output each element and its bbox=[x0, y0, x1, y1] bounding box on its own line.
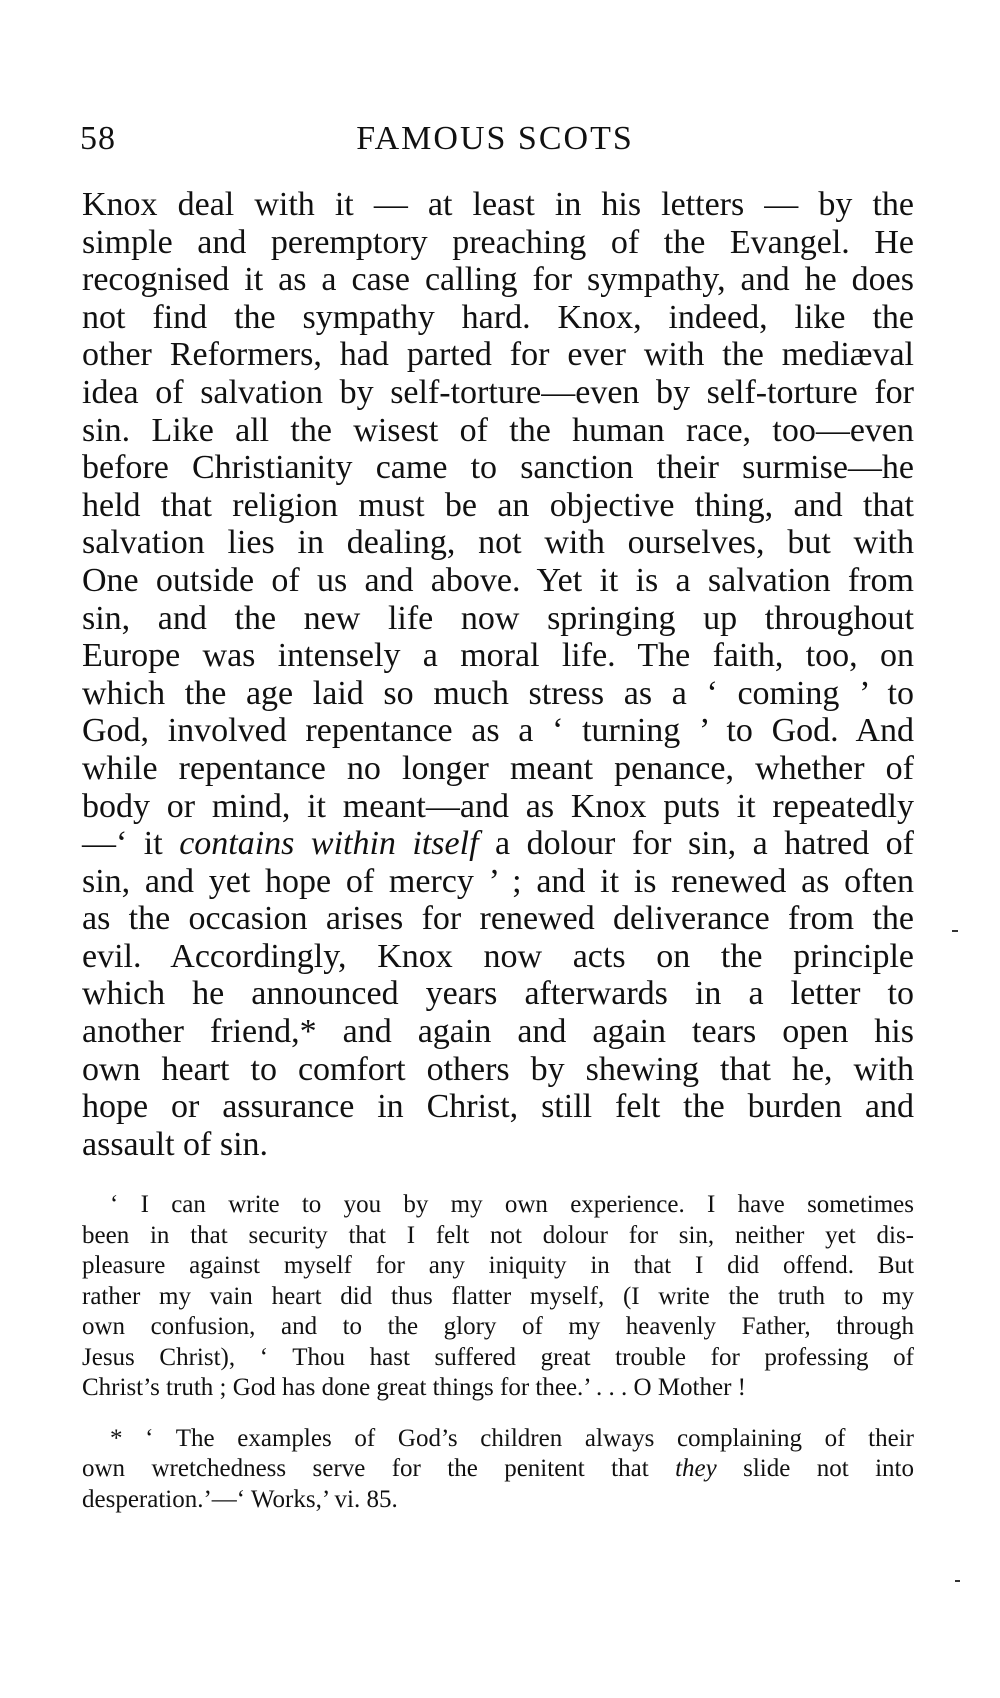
text-run: —‘ it bbox=[82, 825, 180, 863]
italic-text: they bbox=[675, 1455, 717, 1482]
text-line: One outside of us and above. Yet it is a salvation from bbox=[82, 561, 914, 599]
text-run: a dolour for sin, a hatred of bbox=[478, 825, 915, 863]
text-line: simple and peremptory preaching of the Evangel. He bbox=[82, 223, 914, 261]
running-head bbox=[80, 120, 910, 170]
text-line: which the age laid so much stress as a ‘ coming ’ to bbox=[82, 674, 914, 712]
text-line: God, involved repentance as a ‘ turning ’ to God. And bbox=[82, 712, 914, 750]
text-line: sin, and the new life now springing up throughout bbox=[82, 599, 914, 637]
note-line: ‘ I can write to you by my own experience. I have sometimes bbox=[110, 1191, 914, 1218]
text-line: another friend,* and again and again tears open his bbox=[82, 1013, 914, 1051]
text-line: other Reformers, had parted for ever with the mediæval bbox=[82, 336, 914, 374]
note-line: Jesus Christ), ‘ Thou hast suffered great trouble for professing of bbox=[82, 1343, 914, 1371]
footnote-line bbox=[82, 1454, 914, 1485]
italic-text: contains within itself bbox=[179, 825, 479, 863]
notes-block bbox=[82, 1190, 914, 1515]
text-line: idea of salvation by self-torture—even by self-torture for bbox=[82, 373, 914, 411]
text-line: which he announced years afterwards in a letter to bbox=[82, 975, 914, 1013]
text-line: held that religion must be an objective thing, and that bbox=[82, 486, 914, 524]
text-line: Europe was intensely a moral life. The faith, too, on bbox=[82, 637, 914, 675]
text-line: Knox deal with it — at least in his letters — by the bbox=[82, 186, 914, 223]
note-line: been in that security that I felt not dolour for sin, neither yet dis- bbox=[82, 1221, 914, 1249]
text-line: sin. Like all the wisest of the human race, too—even bbox=[82, 411, 914, 449]
book-title: FAMOUS SCOTS bbox=[356, 120, 634, 157]
note-line: Christ’s truth ; God has done great things for thee.’ . . . O Mother ! bbox=[82, 1374, 747, 1401]
note-line: pleasure against myself for any iniquity in that I did offend. But bbox=[82, 1252, 914, 1279]
text-line: while repentance no longer meant penance, whether of bbox=[82, 749, 914, 787]
text-line: evil. Accordingly, Knox now acts on the principle bbox=[82, 937, 914, 975]
footnote-line: desperation.’—‘ Works,’ vi. 85. bbox=[82, 1485, 398, 1513]
scan-mark bbox=[955, 1580, 960, 1582]
page-number: 58 bbox=[80, 120, 116, 157]
quoted-letter-note bbox=[82, 1190, 914, 1404]
text-run: slide not into bbox=[716, 1455, 914, 1482]
text-line: own heart to comfort others by shewing that he, with bbox=[82, 1050, 914, 1088]
text-line: not find the sympathy hard. Knox, indeed, like the bbox=[82, 298, 914, 336]
text-line bbox=[82, 825, 914, 863]
scan-mark bbox=[952, 930, 958, 932]
text-line: assault of sin. bbox=[82, 1125, 269, 1163]
note-line: rather my vain heart did thus flatter myself, (I write the truth to my bbox=[82, 1282, 914, 1310]
text-line: salvation lies in dealing, not with ourselves, but with bbox=[82, 524, 914, 562]
text-line: before Christianity came to sanction their surmise—he bbox=[82, 449, 914, 487]
text-run: own wretchedness serve for the penitent that bbox=[82, 1455, 676, 1482]
note-line: own confusion, and to the glory of my heavenly Father, through bbox=[82, 1313, 914, 1340]
body-paragraph bbox=[82, 186, 914, 1163]
footnote bbox=[82, 1424, 914, 1516]
footnote-line: * ‘ The examples of God’s children always complaining of their bbox=[110, 1424, 914, 1452]
text-line: as the occasion arises for renewed deliverance from the bbox=[82, 900, 914, 938]
text-line: body or mind, it meant—and as Knox puts it repeatedly bbox=[82, 787, 914, 825]
text-line: sin, and yet hope of mercy ’ ; and it is renewed as often bbox=[82, 862, 914, 900]
text-line: hope or assurance in Christ, still felt the burden and bbox=[82, 1088, 914, 1126]
text-line: recognised it as a case calling for sympathy, and he does bbox=[82, 261, 914, 299]
